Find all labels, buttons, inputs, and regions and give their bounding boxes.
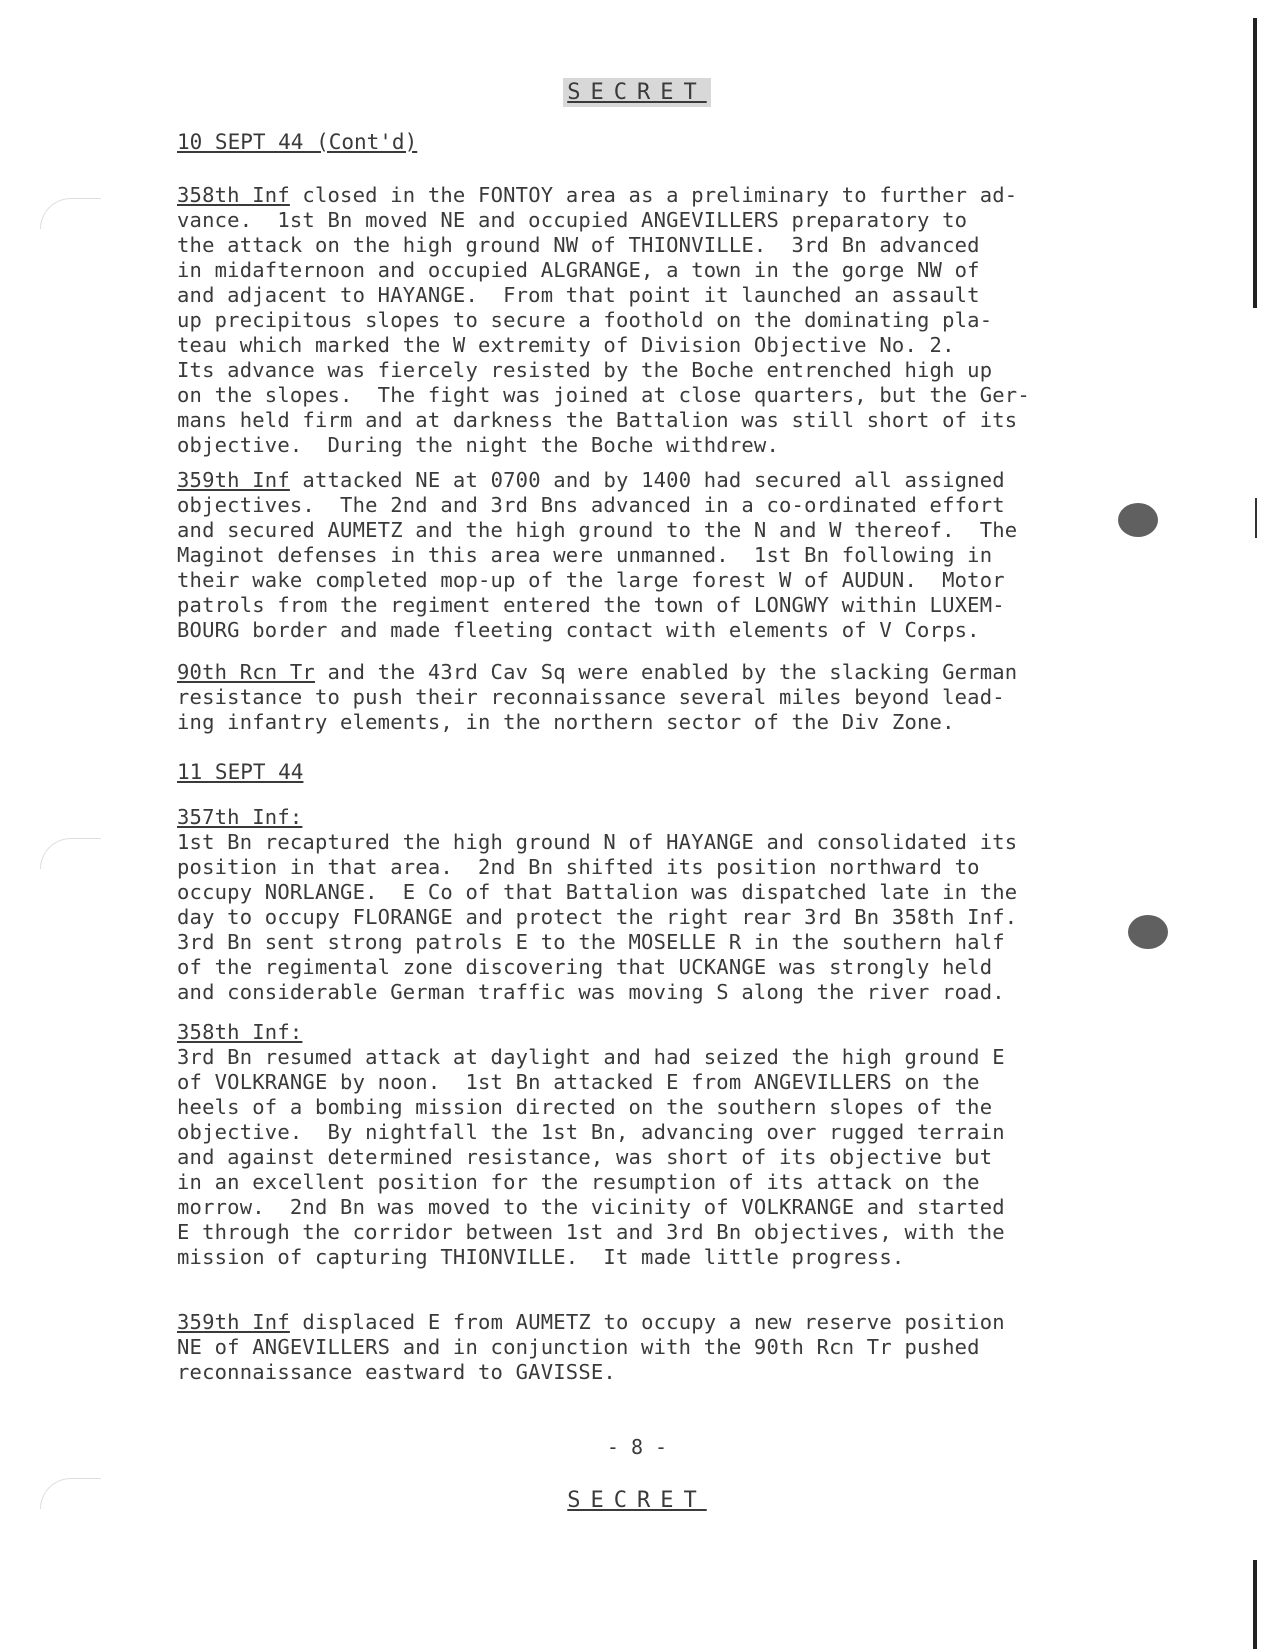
unit-label: 90th Rcn Tr [177,660,315,684]
para-line: BOURG border and made fleeting contact with elements of V Corps. [177,618,980,642]
unit-label: 357th Inf: [177,805,303,829]
classification-header: SECRET [0,80,1274,105]
para-line: and the 43rd Cav Sq were enabled by the slacking German [314,660,1018,684]
para-line: objective. During the night the Boche withdrew. [177,433,780,457]
page-number: - 8 - [606,1435,668,1459]
para-line: in midafternoon and occupied ALGRANGE, a town in the gorge NW of [177,258,980,282]
para-line: ing infantry elements, in the northern sector of the Div Zone. [177,710,955,734]
para-line: position in that area. 2nd Bn shifted its position northward to [177,855,980,879]
section-header: 10 SEPT 44 (Cont'd) [177,130,418,154]
para-line: vance. 1st Bn moved NE and occupied ANGEVILLERS preparatory to [177,208,968,232]
para-line: morrow. 2nd Bn was moved to the vicinity of VOLKRANGE and started [177,1195,1005,1219]
page-edge-shadow-bottom [1253,1560,1257,1649]
punch-hole-mark [40,838,101,869]
para-line: occupy NORLANGE. E Co of that Battalion was dispatched late in the [177,880,1018,904]
unit-label: 358th Inf: [177,1020,303,1044]
para-line: reconnaissance eastward to GAVISSE. [177,1360,616,1384]
para-line: in an excellent position for the resumption of its attack on the [177,1170,980,1194]
para-line: and secured AUMETZ and the high ground to the N and W thereof. The [177,518,1018,542]
para-line: teau which marked the W extremity of Division Objective No. 2. [177,333,955,357]
para-line: objective. By nightfall the 1st Bn, advancing over rugged terrain [177,1120,1005,1144]
para-line: patrols from the regiment entered the town of LONGWY within LUXEM- [177,593,1005,617]
margin-mark [1255,498,1257,538]
para-line: mans held firm and at darkness the Battalion was still short of its [177,408,1018,432]
para-line: E through the corridor between 1st and 3rd Bn objectives, with the [177,1220,1005,1244]
para-line: closed in the FONTOY area as a preliminary to further ad- [289,183,1018,207]
para-line: NE of ANGEVILLERS and in conjunction with the 90th Rcn Tr pushed [177,1335,980,1359]
punch-hole-mark [40,198,101,229]
para-line: on the slopes. The fight was joined at close quarters, but the Ger- [177,383,1030,407]
unit-label: 359th Inf [177,1310,290,1334]
para-line: and adjacent to HAYANGE. From that point it launched an assault [177,283,980,307]
para-line: heels of a bombing mission directed on the southern slopes of the [177,1095,993,1119]
para-line: of VOLKRANGE by noon. 1st Bn attacked E from ANGEVILLERS on the [177,1070,980,1094]
para-line: Maginot defenses in this area were unmanned. 1st Bn following in [177,543,993,567]
para-line: and considerable German traffic was moving S along the river road. [177,980,1005,1004]
para-line: displaced E from AUMETZ to occupy a new reserve position [289,1310,1005,1334]
paragraph-357th [177,805,1177,1005]
classification-footer: SECRET [567,1488,707,1513]
unit-label: 358th Inf [177,183,290,207]
para-line: resistance to push their reconnaissance several miles beyond lead- [177,685,1005,709]
para-line: objectives. The 2nd and 3rd Bns advanced in a co-ordinated effort [177,493,1005,517]
page-edge-shadow [1253,18,1257,308]
paragraph-358th-11sept [177,1020,1177,1270]
para-line: up precipitous slopes to secure a foothold on the dominating pla- [177,308,993,332]
para-line: mission of capturing THIONVILLE. It made little progress. [177,1245,905,1269]
section-header: 11 SEPT 44 [177,760,304,784]
para-line: attacked NE at 0700 and by 1400 had secured all assigned [289,468,1005,492]
para-line: the attack on the high ground NW of THIONVILLE. 3rd Bn advanced [177,233,980,257]
paragraph-90th-rcn [177,660,1177,735]
para-line: of the regimental zone discovering that UCKANGE was strongly held [177,955,993,979]
para-line: their wake completed mop-up of the large forest W of AUDUN. Motor [177,568,1005,592]
para-line: 1st Bn recaptured the high ground N of HAYANGE and consolidated its [177,830,1018,854]
para-line: 3rd Bn sent strong patrols E to the MOSELLE R in the southern half [177,930,1005,954]
paragraph-359th-11sept [177,1310,1177,1385]
para-line: 3rd Bn resumed attack at daylight and had seized the high ground E [177,1045,1005,1069]
para-line: Its advance was fiercely resisted by the Boche entrenched high up [177,358,993,382]
para-line: day to occupy FLORANGE and protect the right rear 3rd Bn 358th Inf. [177,905,1018,929]
para-line: and against determined resistance, was short of its objective but [177,1145,993,1169]
paragraph-359th [177,468,1177,643]
paragraph-358th [177,183,1177,458]
unit-label: 359th Inf [177,468,290,492]
